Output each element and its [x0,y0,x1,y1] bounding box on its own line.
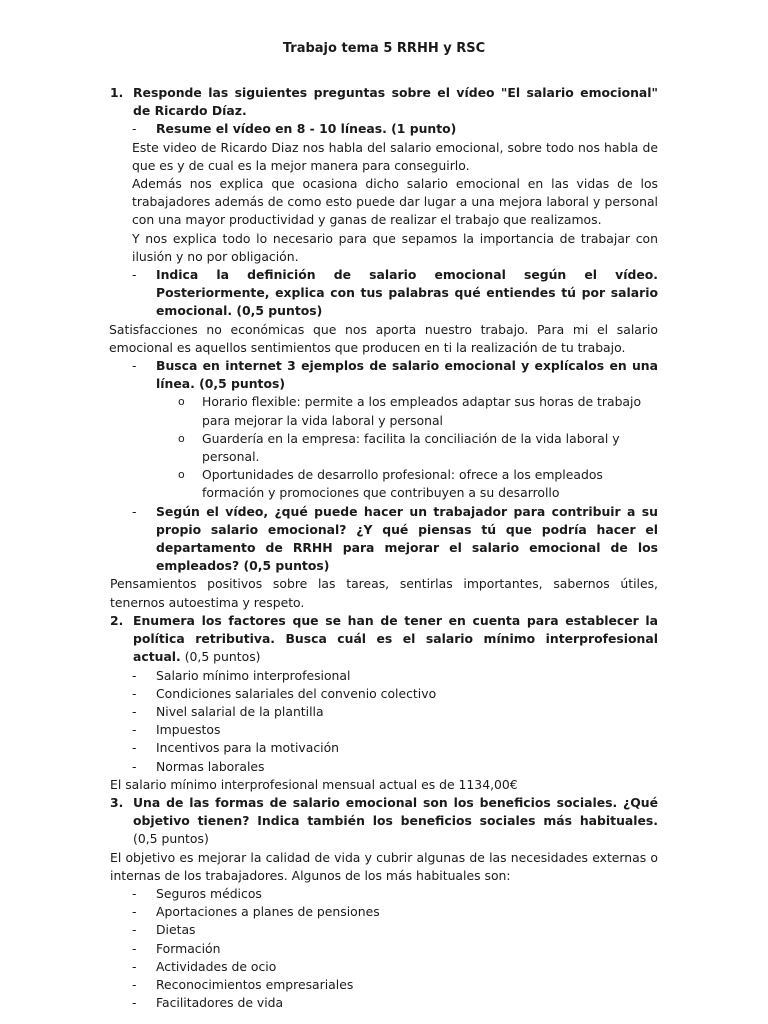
item-text: Nivel salarial de la plantilla [156,703,324,719]
item-text: Reconocimientos empresariales [156,976,354,992]
question-3-text: Una de las formas de salario emocional son los beneficios sociales. ¿Qué objetivo tienen? Indica también los beneficios sociales más habituales. [133,794,658,829]
q2-answer: El salario mínimo interprofesional mensual actual es de 1134,00€ [110,776,518,792]
dash-marker: - [132,503,137,519]
question-1-number: 1. [110,85,124,100]
item-text: Normas laborales [156,758,265,774]
dash-marker: - [132,885,137,901]
question-2 [110,612,658,667]
bullet-text: Oportunidades de desarrollo profesional: ofrece a los empleados formación y promociones que contribuyen a su desarrollo [202,467,603,501]
q3-item [110,994,658,1012]
q1-sub3-bullet [110,430,658,466]
question-3-points: (0,5 puntos) [133,831,209,847]
dash-marker: - [132,740,137,756]
dash-marker: - [132,958,137,974]
q1-subquestion-1 [110,120,658,138]
question-2-number: 2. [110,612,124,628]
q1-sub3-bullet [110,466,658,502]
q2-item [110,685,658,703]
dash-marker: - [132,758,137,774]
q2-item [110,703,658,721]
q3-item [110,940,658,958]
question-3 [110,794,658,849]
document-title: Trabajo tema 5 RRHH y RSC [282,41,486,56]
item-text: Condiciones salariales del convenio colectivo [156,685,437,701]
q3-item [110,976,658,994]
item-text: Aportaciones a planes de pensiones [156,904,380,920]
item-text: Dietas [156,922,196,938]
item-text: Impuestos [156,722,221,738]
question-2-points: (0,5 puntos) [180,649,261,665]
q1-sub4-answer: Pensamientos positivos sobre las tareas, sentirlas importantes, sabernos útiles, tenernos autoestima y respeto. [110,576,658,610]
q3-answer: El objetivo es mejorar la calidad de vida y cubrir algunas de las necesidades externas o internas de los trabajadores. Algunos de los más habituales son: [110,849,658,883]
q1-sub1-text: Resume el vídeo en 8 - 10 líneas. (1 punto) [156,121,457,137]
q1-subquestion-4 [110,503,658,576]
q1-subquestion-3 [110,357,658,393]
dash-marker: - [132,267,137,283]
q2-item [110,721,658,739]
item-text: Formación [156,940,221,956]
q1-sub1-answer-3: Y nos explica todo lo necesario para que sepamos la importancia de trabajar con ilusión y no por obligación. [132,230,658,264]
circle-bullet-icon: o [178,468,185,482]
circle-bullet-icon: o [178,431,185,445]
q1-sub1-answer-2: Además nos explica que ocasiona dicho salario emocional en las vidas de los trabajadores además de como esto puede dar lugar a una mejora laboral y personal con una mayor productividad y ganas de realizar el trabajo que realizamos. [132,176,658,228]
item-text: Salario mínimo interprofesional [156,667,351,683]
dash-marker: - [132,995,137,1011]
dash-marker: - [132,904,137,920]
dash-marker: - [132,121,137,137]
q3-item [110,885,658,903]
q1-sub1-answer-1: Este video de Ricardo Diaz nos habla del salario emocional, sobre todo nos habla de que es y de cual es la mejor manera para conseguirlo. [132,139,658,173]
dash-marker: - [132,358,137,374]
q1-subquestion-2 [110,266,658,321]
q2-item [110,758,658,776]
dash-marker: - [132,940,137,956]
dash-marker: - [132,976,137,992]
q1-sub2-text: Indica la definición de salario emocional según el vídeo. Posteriormente, explica con tus palabras qué entiendes tú por salario emocional. (0,5 puntos) [156,267,658,319]
q3-item [110,921,658,939]
question-3-number: 3. [110,794,124,810]
dash-marker: - [132,685,137,701]
q3-item [110,903,658,921]
document-body [110,84,658,1012]
circle-bullet-icon: o [178,395,185,409]
dash-marker: - [132,922,137,938]
bullet-text: Guardería en la empresa: facilita la conciliación de la vida laboral y personal. [202,430,620,465]
item-text: Facilitadores de vida [156,995,284,1011]
question-1 [110,84,658,120]
bullet-text: Horario flexible: permite a los empleados adaptar sus horas de trabajo para mejorar la vida laboral y personal [202,394,642,428]
q1-sub3-text: Busca en internet 3 ejemplos de salario emocional y explícalos en una línea. (0,5 puntos) [156,358,658,392]
question-1-text: Responde las siguientes preguntas sobre el vídeo "El salario emocional" de Ricardo Díaz. [133,85,658,119]
q3-item [110,958,658,976]
dash-marker: - [132,703,137,719]
q1-sub3-bullet [110,393,658,429]
q2-item [110,739,658,757]
item-text: Seguros médicos [156,885,262,901]
question-2-text: Enumera los factores que se han de tener en cuenta para establecer la política retributiva. Busca cuál es el salario mínimo interprofesional actual. [133,612,658,665]
q1-sub2-answer: Satisfacciones no económicas que nos aporta nuestro trabajo. Para mi el salario emocional es aquellos sentimientos que producen en ti la realización de tu trabajo. [109,321,658,355]
item-text: Actividades de ocio [156,958,277,974]
dash-marker: - [132,667,137,683]
q1-sub4-text: Según el vídeo, ¿qué puede hacer un trabajador para contribuir a su propio salario emocional? ¿Y qué piensas tú que podría hacer el departamento de RRHH para mejorar el salario emocional de los empleados? (0,5 puntos) [156,503,658,574]
dash-marker: - [132,722,137,738]
q2-item [110,667,658,685]
item-text: Incentivos para la motivación [156,740,340,756]
